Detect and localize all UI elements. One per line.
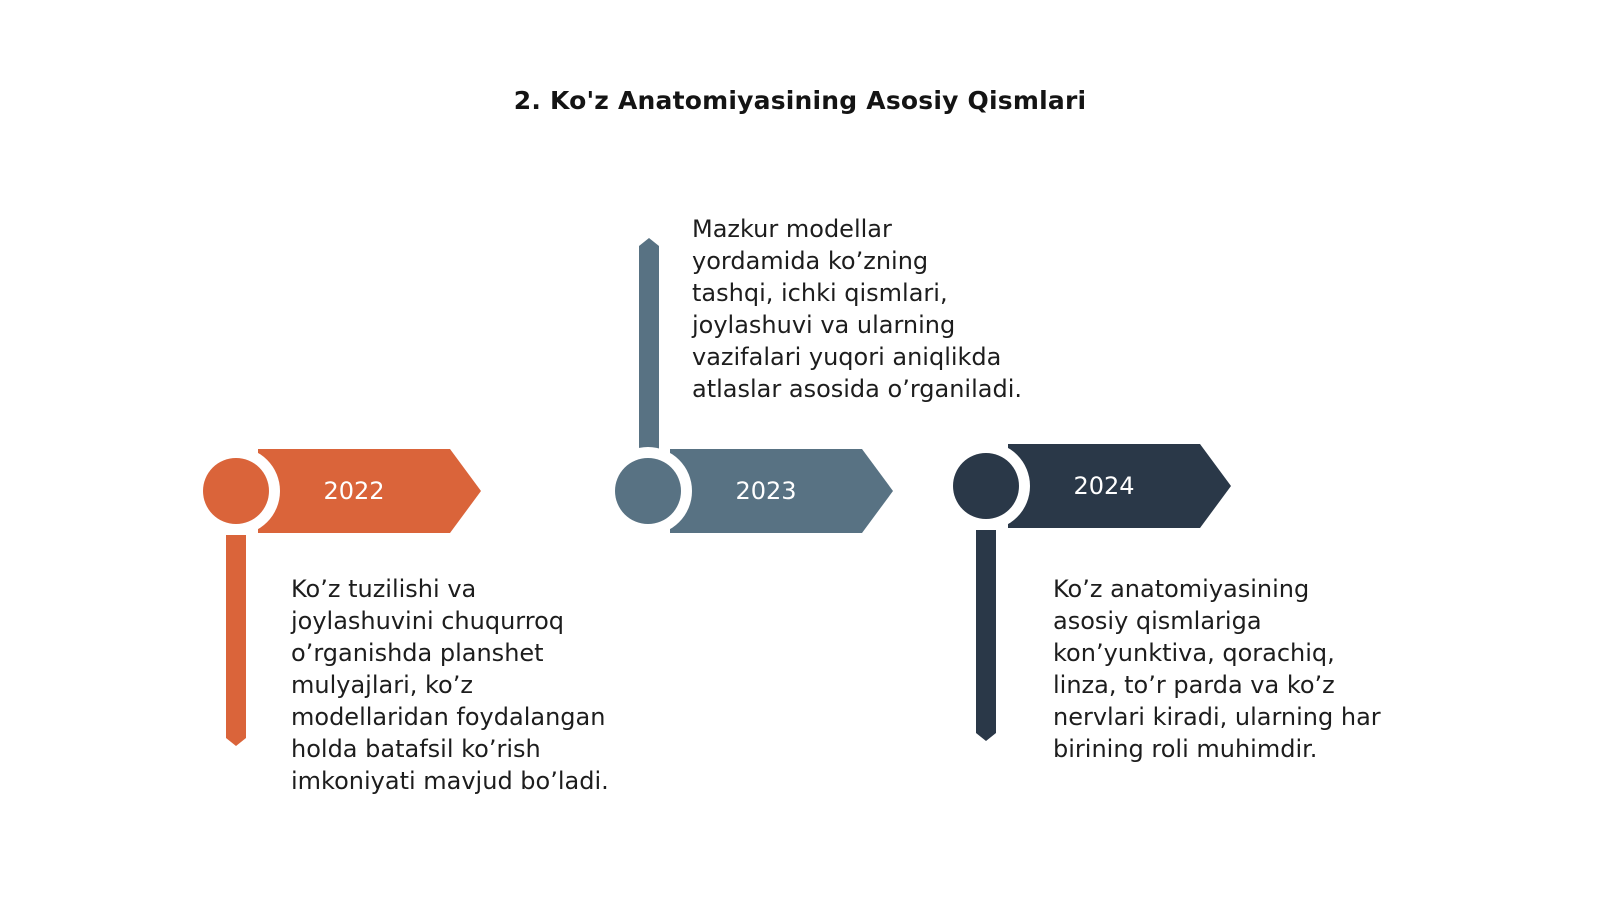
step-3-dot: [953, 453, 1019, 519]
step-3-stem: [976, 530, 996, 741]
step-1-dot: [203, 458, 269, 524]
step-3-description: Ko’z anatomiyasining asosiy qismlariga kon’yunktiva, qorachiq, linza, to’r parda va ko’z nervlari kiradi, ularning har birining roli muhimdir.: [1053, 575, 1381, 763]
step-3-year: 2024: [1073, 472, 1135, 500]
step-1-year: 2022: [323, 477, 385, 505]
step-2-dot: [615, 458, 681, 524]
step-2-stem: [639, 238, 659, 449]
page-title: 2. Ko'z Anatomiyasining Asosiy Qismlari: [513, 86, 1087, 115]
step-2-year: 2023: [735, 477, 797, 505]
step-1-stem: [226, 535, 246, 746]
step-1-description: Ko’z tuzilishi va joylashuvini chuqurroq o’rganishda planshet mulyajlari, ko’z modellaridan foydalangan holda batafsil ko’rish imkoniyati mavjud bo’ladi.: [291, 575, 609, 795]
step-2-description: Mazkur modellar yordamida ko’zning tashqi, ichki qismlari, joylashuvi va ularning vazifalari yuqori aniqlikda atlaslar asosida o’rganiladi.: [692, 215, 1022, 403]
